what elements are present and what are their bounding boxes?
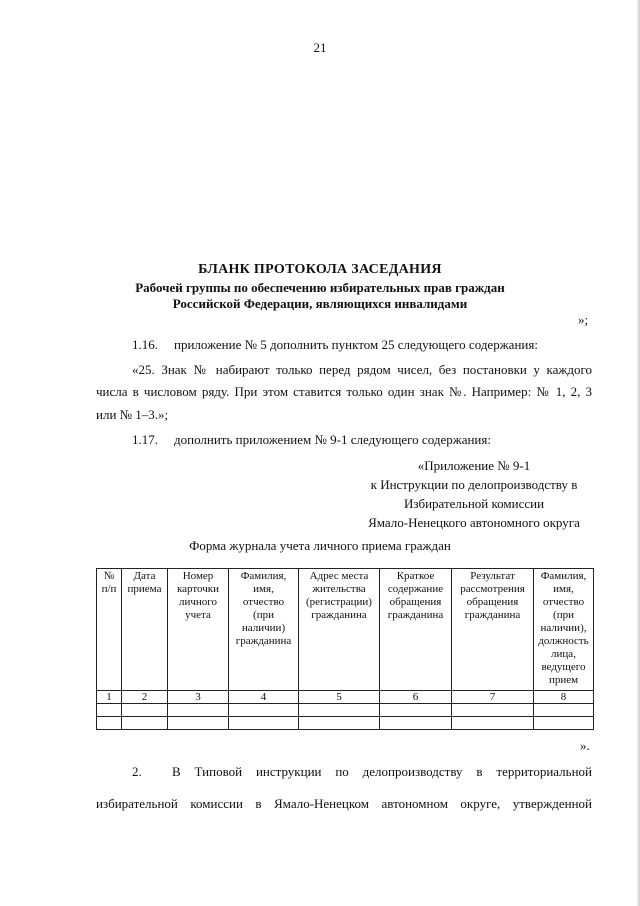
item-1-17-number: 1.17. [132,432,158,447]
table-cell: 1 [97,691,122,704]
heading-line-3: Российской Федерации, являющихся инвалидами [172,296,468,311]
item-25-line-3: или № 1–3.»; [96,407,169,422]
table-cell: 3 [168,691,229,704]
table-cell [299,704,380,717]
table-cell [452,704,534,717]
table-cell: 8 [534,691,594,704]
table-cell: 7 [452,691,534,704]
heading-line-1: БЛАНК ПРОТОКОЛА ЗАСЕДАНИЯ [198,262,442,277]
table-cell: 5 [299,691,380,704]
appendix-line-2: к Инструкции по делопроизводству в [370,477,578,492]
table-cell [534,717,594,730]
table-cell [97,717,122,730]
table-number-row [97,691,594,704]
item-2-number: 2. [132,764,142,779]
table-cell [229,717,299,730]
table-cell: 6 [380,691,452,704]
item-2-line-1: В Типовой инструкции по делопроизводству в территориальной [172,764,592,779]
table-cell [168,704,229,717]
item-1-16-number: 1.16. [132,337,158,352]
page-number: 21 [313,40,327,55]
header-cell-summary: Краткое содержание обращения гражданина [380,569,452,691]
header-cell-address: Адрес места жительства (регистрации) гражданина [299,569,380,691]
heading-tail: »; [578,312,589,327]
form-caption: Форма журнала учета личного приема граждан [189,538,451,553]
table-cell [452,717,534,730]
table-cell [229,704,299,717]
appendix-reference [354,456,594,532]
table-cell [122,717,168,730]
table-cell: 4 [229,691,299,704]
table-cell [122,704,168,717]
table-tail: ». [580,738,590,753]
header-cell-citizen-name: Фамилия, имя, отчество (при наличии) гражданина [229,569,299,691]
table-cell [534,704,594,717]
table-row [97,704,594,717]
header-cell-number: № п/п [97,569,122,691]
appendix-line-1: «Приложение № 9-1 [417,458,531,473]
item-25-line-1: «25. Знак № набирают только перед рядом чисел, без постановки у каждого [132,362,592,377]
item-2-line-2: избирательной комиссии в Ямало-Ненецком автономном округе, утвержденной [96,796,592,811]
table-cell [168,717,229,730]
header-cell-card-number: Номер карточки личного учета [168,569,229,691]
heading-line-2: Рабочей группы по обеспечению избирательных прав граждан [135,280,505,295]
table-row [97,717,594,730]
journal-table [96,568,594,730]
appendix-line-3: Избирательной комиссии [403,496,545,511]
header-cell-official: Фамилия, имя, отчество (при наличии), должность лица, ведущего прием [534,569,594,691]
table-header-row [97,569,594,691]
table-cell [299,717,380,730]
header-cell-result: Результат рассмотрения обращения гражданина [452,569,534,691]
table-cell [380,704,452,717]
appendix-line-4: Ямало-Ненецкого автономного округа [368,515,580,530]
item-25-line-2: числа в числовом ряду. При этом ставится только один знак №. Например: № 1, 2, 3 [96,384,592,399]
table-cell: 2 [122,691,168,704]
table-cell [97,704,122,717]
item-1-16-text: приложение № 5 дополнить пунктом 25 следующего содержания: [174,337,538,352]
header-cell-date: Дата приема [122,569,168,691]
item-1-17-text: дополнить приложением № 9-1 следующего содержания: [174,432,491,447]
table-cell [380,717,452,730]
